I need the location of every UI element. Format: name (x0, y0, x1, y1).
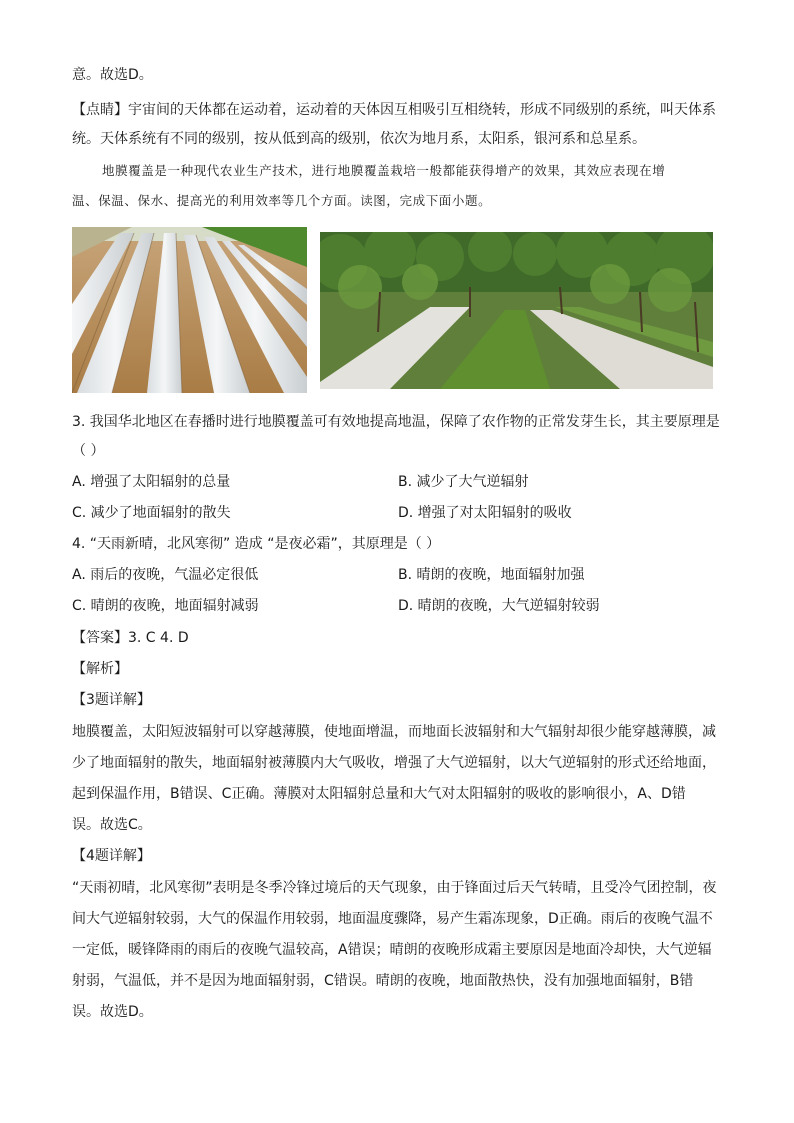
dianjing-line-1 (72, 101, 716, 119)
answer-tag: 【答案】 (72, 630, 128, 646)
question-4-stem: 4. “天雨新晴，北风寒彻” 造成 “是夜必霜”，其原理是（ ） (72, 536, 441, 552)
q4-detail-line-3: 一定低，暖锋降雨的雨后的夜晚气温较高，A错误；晴朗的夜晚形成霜主要原因是地面冷却快，大气逆辐 (72, 942, 712, 958)
orchard-mulch-photo (320, 232, 713, 389)
question-3-stem-line-2: （ ） (72, 443, 105, 459)
material-line-1: 地膜覆盖是一种现代农业生产技术，进行地膜覆盖栽培一般都能获得增产的效果，其效应表现在增 (102, 163, 666, 178)
plastic-mulch-field-photo (72, 227, 307, 393)
q4-detail-line-5: 误。故选D。 (72, 1004, 153, 1020)
q3-option-b: B. 减少了大气逆辐射 (398, 474, 529, 490)
q4-detail-line-1: “天雨初晴，北风寒彻”表明是冬季冷锋过境后的天气现象，由于锋面过后天气转晴，且受冷气团控制，夜 (72, 880, 717, 896)
answer-line (72, 629, 189, 647)
question-3-stem-line-1: 3. 我国华北地区在春播时进行地膜覆盖可有效地提高地温，保障了农作物的正常发芽生长，其主要原理是 (72, 414, 720, 430)
q3-detail-line-3: 起到保温作用，B错误、C正确。薄膜对太阳辐射总量和大气对太阳辐射的吸收的影响很小，A、D错 (72, 786, 686, 802)
q4-option-d: D. 晴朗的夜晚，大气逆辐射较弱 (398, 598, 600, 614)
q4-detail-line-4: 射弱，气温低，并不是因为地面辐射弱，C错误。晴朗的夜晚，地面散热快，没有加强地面辐射，B错 (72, 973, 694, 989)
q3-option-a: A. 增强了太阳辐射的总量 (72, 474, 231, 490)
q4-detail-tag: 【4题详解】 (72, 848, 151, 864)
q4-option-b: B. 晴朗的夜晚，地面辐射加强 (398, 567, 585, 583)
answer-text: 3. C 4. D (128, 630, 189, 646)
q3-option-c: C. 减少了地面辐射的散失 (72, 505, 231, 521)
previous-answer-ending: 意。故选D。 (72, 67, 153, 83)
dianjing-line-2: 统。天体系统有不同的级别，按从低到高的级别，依次为地月系，太阳系，银河系和总星系。 (72, 131, 646, 147)
q4-option-a: A. 雨后的夜晚，气温必定很低 (72, 567, 259, 583)
q4-detail-line-2: 间大气逆辐射较弱，大气的保温作用较弱，地面温度骤降，易产生霜冻现象，D正确。雨后的夜晚气温不 (72, 911, 713, 927)
q3-detail-line-2: 少了地面辐射的散失，地面辐射被薄膜内大气吸收，增强了大气逆辐射，以大气逆辐射的形式还给地面， (72, 755, 716, 771)
q4-option-c: C. 晴朗的夜晚，地面辐射减弱 (72, 598, 259, 614)
analysis-tag: 【解析】 (72, 661, 128, 677)
q3-detail-line-1: 地膜覆盖，太阳短波辐射可以穿越薄膜，使地面增温，而地面长波辐射和大气辐射却很少能穿越薄膜，减 (72, 724, 716, 740)
q3-detail-line-4: 误。故选C。 (72, 817, 152, 833)
material-line-2: 温、保温、保水、提高光的利用效率等几个方面。读图，完成下面小题。 (72, 193, 492, 208)
dianjing-text-1: 宇宙间的天体都在运动着，运动着的天体因互相吸引互相绕转，形成不同级别的系统，叫天体系 (128, 102, 716, 118)
q3-detail-tag: 【3题详解】 (72, 692, 151, 708)
dianjing-tag: 【点睛】 (72, 102, 128, 118)
q3-option-d: D. 增强了对太阳辐射的吸收 (398, 505, 572, 521)
